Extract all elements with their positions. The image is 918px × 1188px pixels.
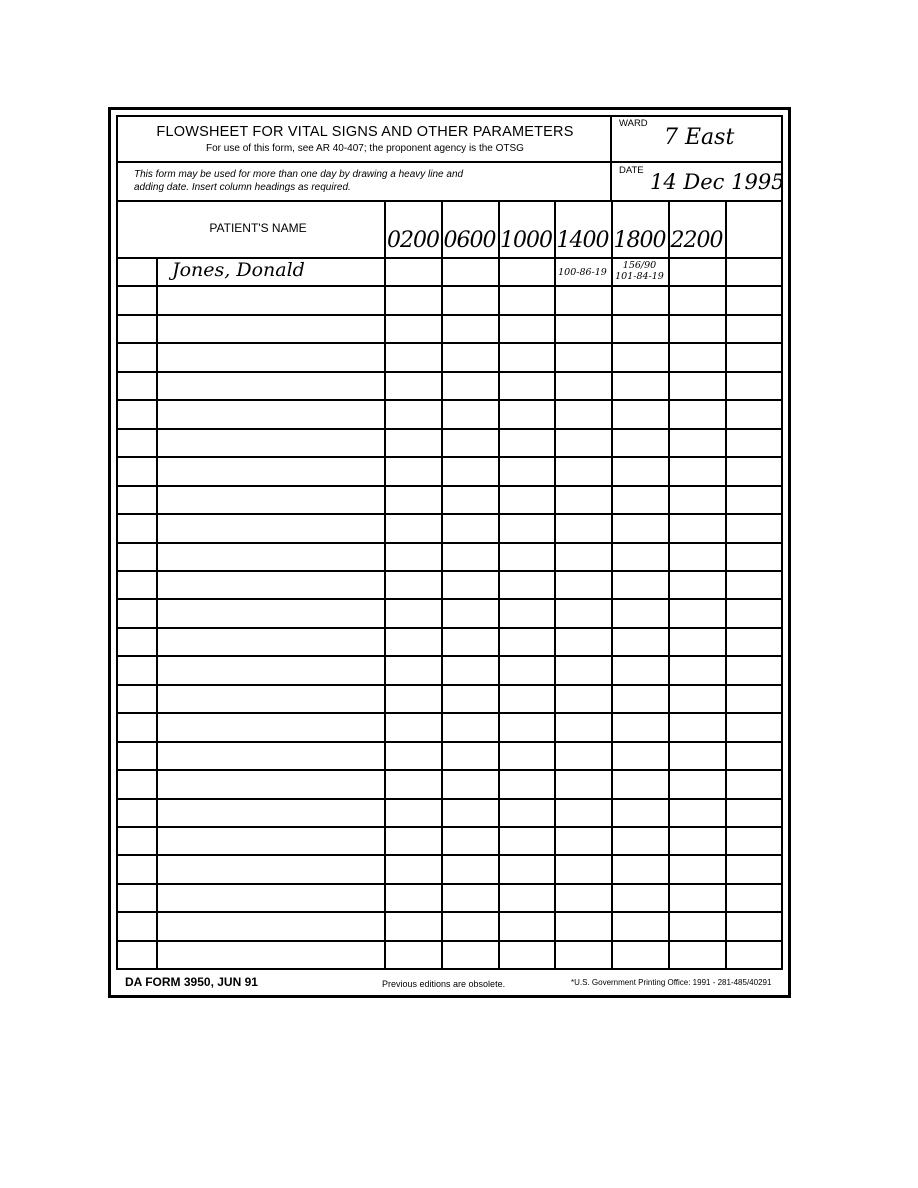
table-row-line (116, 513, 783, 515)
instructions (134, 168, 463, 194)
header-divider (116, 161, 783, 163)
table-row-line (116, 456, 783, 458)
time-column-divider (668, 200, 670, 968)
time-column-header-1[interactable]: 0200 (387, 228, 439, 253)
date-value[interactable]: 14 Dec 1995 (650, 170, 785, 194)
table-row-line (116, 598, 783, 600)
form-id: DA FORM 3950, JUN 91 (125, 975, 258, 989)
table-row-line (116, 883, 783, 885)
table-row-line (116, 371, 783, 373)
date-label: DATE (619, 165, 644, 176)
time-column-header-6[interactable]: 2200 (670, 228, 723, 253)
time-column-header-5[interactable]: 1800 (613, 228, 666, 253)
time-column-header-2[interactable]: 0600 (443, 228, 496, 253)
patient-name-header: PATIENT'S NAME (209, 221, 307, 235)
table-row-line (116, 285, 783, 287)
vital-entry-1800[interactable]: 156/90 101-84-19 (615, 260, 664, 282)
table-row-line (116, 741, 783, 743)
time-column-divider (498, 200, 500, 968)
time-column-divider (725, 200, 727, 968)
table-bottom-line (116, 968, 783, 970)
row-index-divider (156, 257, 158, 968)
editions-note: Previous editions are obsolete. (382, 979, 506, 989)
table-row-line (116, 826, 783, 828)
vital-entry-1400[interactable]: 100-86-19 (558, 267, 607, 278)
table-row-line (116, 399, 783, 401)
form-title: FLOWSHEET FOR VITAL SIGNS AND OTHER PARAMETERS (156, 124, 574, 140)
table-row-line (116, 342, 783, 344)
table-row-line (116, 485, 783, 487)
time-column-header-7[interactable] (725, 224, 782, 258)
instructions-line-1: This form may be used for more than one day by drawing a heavy line and (134, 169, 464, 180)
table-row-line (116, 798, 783, 800)
table-row-line (116, 655, 783, 657)
table-row-line (116, 684, 783, 686)
time-column-divider (611, 200, 613, 968)
time-column-header-4[interactable]: 1400 (556, 228, 609, 253)
table-row-line (116, 854, 783, 856)
table-row-line (116, 769, 783, 771)
time-column-header-3[interactable]: 1000 (500, 228, 552, 253)
ward-label: WARD (619, 118, 648, 129)
time-column-divider (384, 200, 386, 968)
table-row-line (116, 712, 783, 714)
subheader-divider (116, 200, 783, 202)
patient-name-entry[interactable]: Jones, Donald (172, 259, 305, 281)
printer-credit: *U.S. Government Printing Office: 1991 - 281-485/40291 (571, 978, 772, 987)
table-row-line (116, 314, 783, 316)
table-row-line (116, 570, 783, 572)
table-row-line (116, 911, 783, 913)
table-row-line (116, 428, 783, 430)
table-row-line (116, 542, 783, 544)
table-row-line (116, 627, 783, 629)
form-subtitle: For use of this form, see AR 40-407; the proponent agency is the OTSG (206, 143, 524, 154)
instructions-line-2: adding date. Insert column headings as required. (134, 182, 351, 193)
time-column-divider (441, 200, 443, 968)
time-column-divider (554, 200, 556, 968)
table-row-line (116, 940, 783, 942)
ward-value[interactable]: 7 East (664, 125, 735, 150)
